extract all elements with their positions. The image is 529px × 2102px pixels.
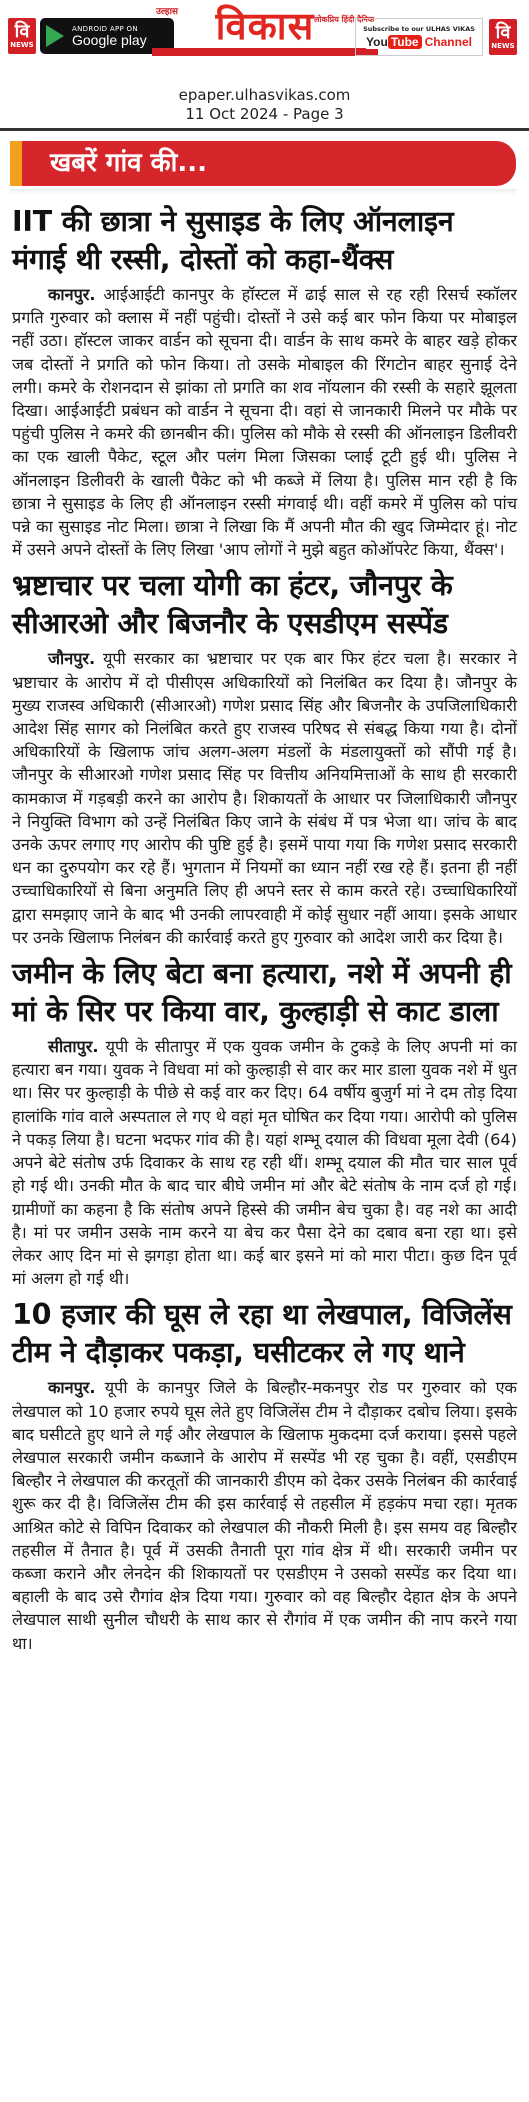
article: [12, 955, 517, 1290]
youtube-channel-button[interactable]: [355, 18, 483, 56]
article-dateline: कानपुर.: [48, 285, 96, 304]
edition-date-page: 11 Oct 2024 - Page 3: [185, 105, 344, 123]
article-dateline: जौनपुर.: [48, 649, 96, 669]
newspaper-brand: [152, 2, 378, 74]
youtube-subscribe-text: Subscribe to our ULHAS VIKAS: [363, 25, 475, 33]
article-body: [12, 1376, 517, 1654]
article-headline: भ्रष्टाचार पर चला योगी का हंटर, जौनपुर के सीआरओ और बिजनौर के एसडीएम सस्पेंड: [12, 569, 453, 641]
article-headline: IIT की छात्रा ने सुसाइड के लिए ऑनलाइन मंगाई थी रस्सी, दोस्तों को कहा-थैंक्स: [12, 205, 454, 276]
youtube-you: You: [366, 35, 388, 49]
section-header: [10, 141, 516, 186]
play-store-icon: [46, 25, 64, 47]
logo-glyph: वि: [14, 21, 30, 42]
newspaper-page: [0, 128, 529, 2102]
section-title: खबरें गांव की...: [50, 148, 208, 178]
brand-strip: [152, 48, 378, 56]
brand-tag-left: उल्हास: [156, 7, 179, 17]
article-body: [12, 1035, 517, 1290]
article-body: [12, 283, 517, 561]
news-logo-left: [8, 18, 36, 54]
article: [12, 1296, 517, 1654]
article-text: यूपी सरकार का भ्रष्टाचार पर एक बार फिर हंटर चला है। सरकार ने भ्रष्टाचार के आरोप में दो पीसीएस अधिकारियों को निलंबित कर दिया है। जौनपुर के मुख्य राजस्व अधिकारी (सीआरओ) गणेश प्रसाद सिंह और बिजनौर के उपजिलाधिकारी आदेश सिंह सागर को निलंबित करते हुए राजस्व परिषद से संबद्ध किया गया है। दोनों अधिकारियों के खिलाफ जांच अलग-अलग मंडलों के मंडलायुक्तों को सौंपी गई है। जौनपुर के सीआरओ गणेश प्रसाद सिंह पर वित्तीय अनियमित्ताओं के साथ ही सरकारी कामकाज में गड़बड़ी करने का आरोप है। शिकायतों के आधार पर जिलाधिकारी जौनपुर ने नियुक्ति विभाग को उन्हें निलंबित किए जाने के संबंध में पत्र भेजा था। जांच के बाद उनके ऊपर लगाए गए आरोप की पुष्टि हुई है। इसमें पाया गया कि गणेश प्रसाद सरकारी धन का दुरुपयोग कर रहे हैं। भुगतान में नियमों का ध्यान नहीं रख रहे हैं। इतना ही नहीं उच्चाधिकारियों से बिना अनुमति लिए ही अपने स्तर से काम करते रहे। उच्चाधिकारियों द्वारा समझाए जाने के बाद भी उनकी लापरवाही में कोई सुधार नहीं आया। इसके आधार पर उनके खिलाफ निलंबन की कार्रवाई करते हुए गुरुवार को आदेश जारी कर दिया है।: [12, 649, 517, 947]
section-stripe: [10, 141, 22, 186]
article: [12, 203, 517, 561]
section-divider: [10, 189, 516, 195]
article-headline: जमीन के लिए बेटा बना हत्यारा, नशे में अपनी ही मां के सिर पर किया वार, कुल्हाड़ी से काट डाला: [12, 957, 512, 1029]
youtube-icon: Tube: [388, 35, 422, 49]
app-small-text: ANDROID APP ON: [72, 24, 138, 33]
app-large-text: Google play: [72, 31, 147, 48]
youtube-channel-label: Channel: [424, 35, 472, 49]
articles-list: [12, 203, 517, 1661]
brand-tag-right: लोकप्रिय हिंदी दैनिक: [313, 15, 374, 24]
article-dateline: सीतापुर.: [48, 1037, 99, 1057]
edition-site[interactable]: epaper.ulhasvikas.com: [178, 86, 351, 104]
article-text: यूपी के सीतापुर में एक युवक जमीन के टुकड़े के लिए अपनी मां का हत्यारा बन गया। युवक ने विधवा मां को कुल्हाड़ी से वार कर मार डाला युवक नशे में धुत था। सिर पर कुल्हाड़ी के पीछे से कई वार कर दिए। 64 वर्षीय बुजुर्ग मां ने दम तोड़ दिया हालांकि गांव वाले अस्पताल ले गए थे वहां मृत घोषित कर दिया गया। आरोपी को पुलिस ने पकड़ लिया है। घटना भदफर गांव की है। यहां शम्भू दयाल की विधवा मूला देवी (64) अपने बेटे संतोष उर्फ दिवाकर के साथ रह रही थीं। शम्भू दयाल की मौत चार साल पूर्व हो गई थी। उनकी मौत के बाद चार बीघे जमीन मां और बेटे संतोष के नाम दर्ज हो गई। ग्रामीणों का कहना है कि संतोष अपने हिस्से की जमीन बेच चुका है। वह नशे का आदी है। मां पर जमीन उसके नाम करने या बेच कर पैसा देने का दबाव बना रहा था। इसे लेकर आए दिन मां से झगड़ा होता था। कई बार इसने मां को मारा पीटा। कुछ दिन पूर्व मां अलग हो गई थी।: [12, 1037, 517, 1289]
youtube-badge[interactable]: [355, 18, 521, 56]
logo-glyph: वि: [495, 22, 511, 43]
masthead: [0, 0, 529, 60]
article-body: [12, 647, 517, 949]
edition-info: [0, 86, 529, 124]
logo-label: NEWS: [10, 41, 34, 49]
article: [12, 567, 517, 949]
article-text: यूपी के कानपुर जिले के बिल्हौर-मकनपुर रोड पर गुरुवार को एक लेखपाल को 10 हजार रुपये घूस लेते हुए विजिलेंस टीम ने दौड़ाकर दबोच लिया। इसके बाद घसीटते हुए थाने ले गई और लेखपाल के खिलाफ मुकदमा दर्ज कराया। इससे पहले लेखपाल सरकारी जमीन कब्जाने के आरोप में सस्पेंड भी रह चुका है। वहीं, एसडीएम बिल्हौर ने लेखपाल की करतूतों की जानकारी डीएम को देकर उसके निलंबन की कार्रवाई शुरू कर दी है। विजिलेंस टीम की इस कार्रवाई से तहसील में हड़कंप मचा रहा। मृतक आश्रित कोटे से विपिन दिवाकर को लेखपाल की नौकरी मिली है। इस समय वह बिल्हौर तहसील में तैनात है। पूर्व में उसकी तैनाती पूरा गांव क्षेत्र में थी। सरकारी जमीन पर कब्जा कराने और लेनदेन की शिकायतों पर एसडीएम ने उसको सस्पेंड कर दिया था। बहाली के बाद उसे रौगांव क्षेत्र दिया गया। गुरुवार को वह बिल्हौर देहात क्षेत्र के अपने लेखपाल साथी सुनील चौधरी के साथ कार से रौगांव में एक जमीन की नाप करने गया था।: [12, 1378, 517, 1653]
article-dateline: कानपुर.: [48, 1378, 96, 1398]
article-headline: 10 हजार की घूस ले रहा था लेखपाल, विजिलेंस टीम ने दौड़ाकर पकड़ा, घसीटकर ले गए थाने: [12, 1298, 512, 1370]
logo-label: NEWS: [491, 42, 515, 50]
news-logo-right: [489, 19, 517, 55]
google-play-badge[interactable]: [8, 18, 176, 54]
brand-title: विकास: [215, 4, 315, 48]
article-text: आईआईटी कानपुर के हॉस्टल में ढाई साल से रह रही रिसर्च स्कॉलर प्रगति गुरुवार को क्लास में नहीं पहुंची। दोस्तों ने उसे कई बार फोन किया पर मोबाइल नहीं उठा। हॉस्टल जाकर वार्डन को सूचना दी। वार्डन के साथ कमरे के बाहर खड़े होकर जब दोस्तों ने प्रगति को फोन किया। तो उसके मोबाइल की रिंगटोन बाहर सुनाई देने लगी। कमरे के रोशनदान से झांका तो प्रगति का शव नॉयलान की रस्सी के सहारे झूलता दिखा। आईआईटी प्रबंधन को वार्डन ने सूचना दी। वहां से जानकारी मिलने पर मौके पर पहुंची पुलिस ने कमरे की छानबीन की। पुलिस को मौके से रस्सी की ऑनलाइन डिलीवरी का एक खाली पैकेट, स्टूल और पलंग मिला जिसका प्लाई टूटी हुई थी। पुलिस ने ऑनलाइन डिलीवरी के खाली पैकेट को भी कब्जे में लिया है। पुलिस मान रही है कि छात्रा ने सुसाइड के लिए ही ऑनलाइन रस्सी मंगवाई थी। वहीं कमरे में पुलिस को पांच पन्ने का सुसाइड नोट मिला। छात्रा ने लिखा कि मैं अपनी मौत की खुद जिम्मेदार हूं। नोट में उसने अपने दोस्तों के लिए लिखा 'आप लोगों ने मुझे बहुत कोऑपरेट किया, थैंक्स'।: [12, 285, 517, 560]
